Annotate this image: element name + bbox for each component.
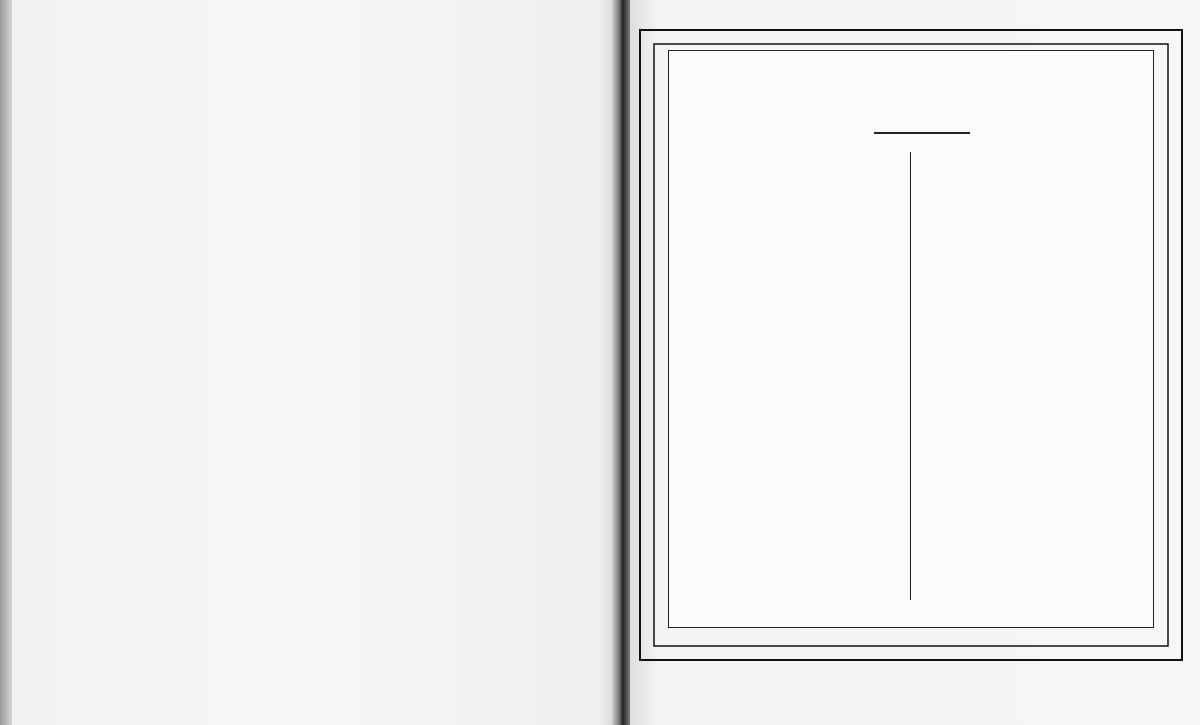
left-page-edge <box>0 0 12 725</box>
book-gutter <box>612 0 630 725</box>
column-divider <box>910 152 911 600</box>
title-rule <box>874 132 970 134</box>
poem-panel <box>668 50 1154 628</box>
